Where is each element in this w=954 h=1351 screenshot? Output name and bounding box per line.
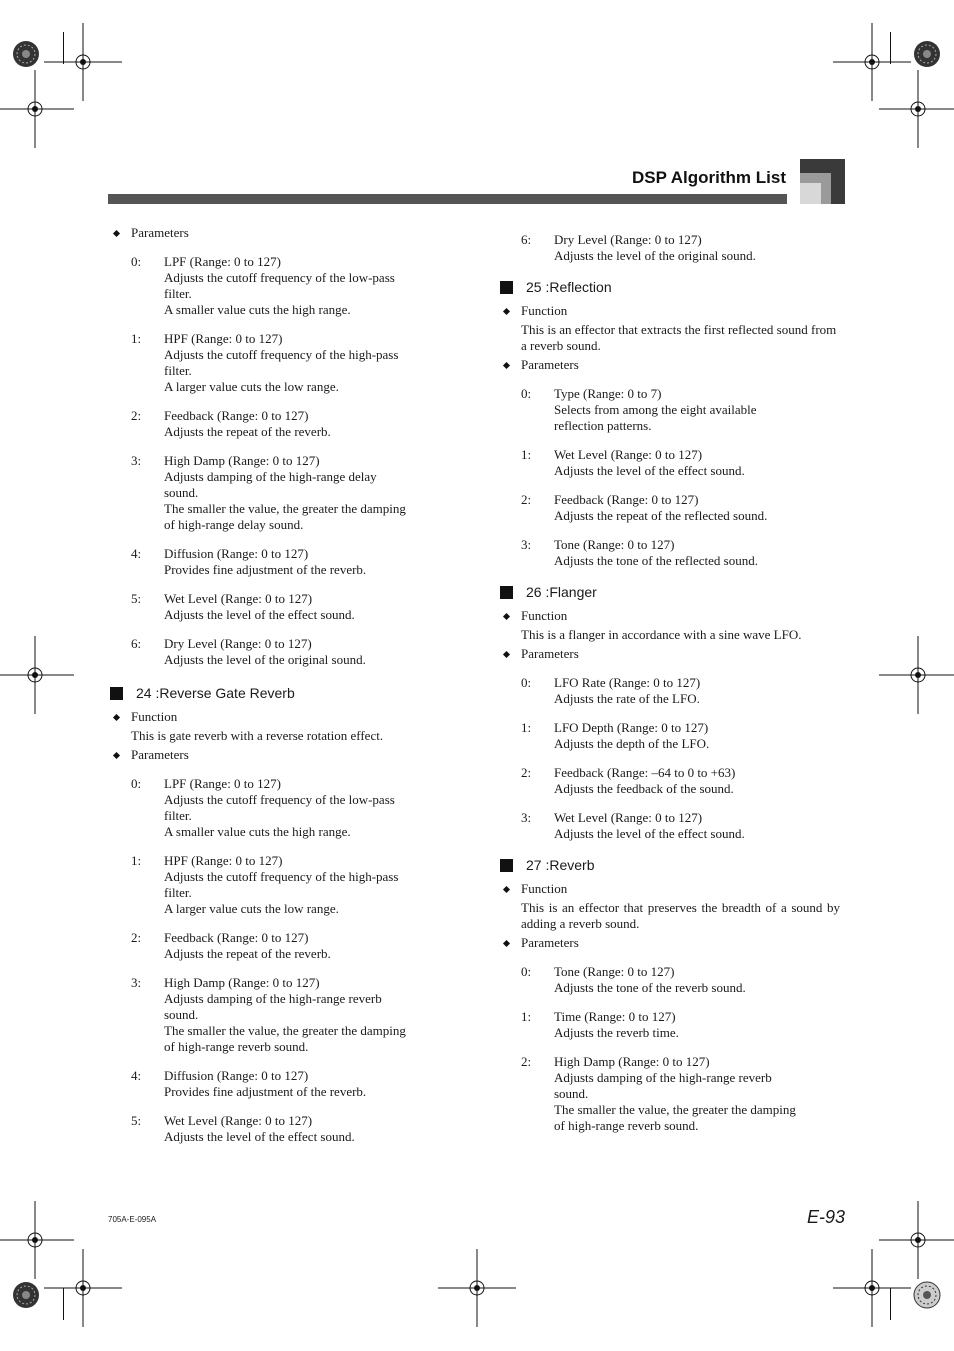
section-heading: 27 :Reverb <box>500 856 840 874</box>
param-item <box>110 776 450 840</box>
param-description-line: of high-range reverb sound. <box>164 1039 309 1054</box>
param-item <box>110 546 450 578</box>
param-name: Wet Level (Range: 0 to 127) <box>164 591 313 606</box>
param-text <box>164 776 434 840</box>
param-name: LPF (Range: 0 to 127) <box>164 776 281 791</box>
param-description-line: Adjusts the level of the effect sound. <box>554 826 745 841</box>
registration-rosette-icon <box>913 1281 941 1309</box>
param-number: 0: <box>521 675 532 690</box>
param-number: 2: <box>521 765 532 780</box>
function-description: This is an effector that extracts the first reflected sound from a reverb sound. <box>521 322 837 353</box>
param-description-line: Adjusts the tone of the reverb sound. <box>554 980 746 995</box>
param-list <box>110 776 450 1145</box>
param-name: LPF (Range: 0 to 127) <box>164 254 281 269</box>
param-list <box>110 254 450 668</box>
param-name: Wet Level (Range: 0 to 127) <box>554 810 703 825</box>
param-description-line: of high-range reverb sound. <box>554 1118 699 1133</box>
param-number: 1: <box>521 447 532 462</box>
param-description-line: Adjusts the repeat of the reverb. <box>164 424 331 439</box>
param-description-line: filter. <box>164 363 192 378</box>
param-item <box>500 765 840 797</box>
param-name: HPF (Range: 0 to 127) <box>164 331 283 346</box>
param-description-line: A smaller value cuts the high range. <box>164 824 351 839</box>
param-name: Dry Level (Range: 0 to 127) <box>164 636 312 651</box>
registration-crosshair-icon <box>879 636 954 714</box>
bullet-diamond-icon <box>503 361 510 368</box>
param-item <box>500 1009 840 1041</box>
param-description-line: The smaller the value, the greater the damping <box>554 1102 796 1117</box>
param-description-line: A smaller value cuts the high range. <box>164 302 351 317</box>
param-item <box>500 386 840 434</box>
param-name: Feedback (Range: 0 to 127) <box>164 930 309 945</box>
bullet-diamond-icon <box>503 939 510 946</box>
param-list <box>500 232 840 264</box>
section-heading: 26 :Flanger <box>500 583 840 601</box>
trim-line <box>63 1288 64 1320</box>
param-description-line: sound. <box>164 1007 199 1022</box>
parameters-bullet: Parameters <box>110 747 450 763</box>
param-description-line: The smaller the value, the greater the damping <box>164 501 406 516</box>
param-description-line: filter. <box>164 885 192 900</box>
param-item <box>110 254 450 318</box>
param-name: Tone (Range: 0 to 127) <box>554 964 675 979</box>
param-number: 2: <box>521 1054 532 1069</box>
function-description: This is an effector that preserves the breadth of a sound by adding a reverb sound. <box>521 900 840 931</box>
param-number: 1: <box>131 331 142 346</box>
param-item <box>110 853 450 917</box>
param-item <box>110 408 450 440</box>
param-item <box>110 331 450 395</box>
document-code: 705A-E-095A <box>108 1215 157 1224</box>
param-name: Diffusion (Range: 0 to 127) <box>164 546 309 561</box>
param-text <box>164 636 434 668</box>
parameters-bullet: Parameters <box>500 357 840 373</box>
param-name: Feedback (Range: 0 to 127) <box>554 492 699 507</box>
param-description-line: sound. <box>554 1086 589 1101</box>
page-number: E-93 <box>806 1207 845 1227</box>
param-text <box>554 964 824 996</box>
function-bullet: Function <box>110 709 450 725</box>
param-description-line: A larger value cuts the low range. <box>164 379 339 394</box>
param-number: 0: <box>131 776 142 791</box>
param-number: 6: <box>521 232 532 247</box>
param-text <box>554 447 824 479</box>
param-number: 0: <box>521 386 532 401</box>
param-text <box>164 453 434 533</box>
param-description-line: Adjusts the tone of the reflected sound. <box>554 553 758 568</box>
param-name: LFO Rate (Range: 0 to 127) <box>554 675 701 690</box>
param-number: 5: <box>131 591 142 606</box>
registration-crosshair-icon <box>833 1249 911 1327</box>
param-item <box>500 447 840 479</box>
param-description-line: Adjusts the level of the original sound. <box>164 652 366 667</box>
param-number: 1: <box>521 1009 532 1024</box>
registration-crosshair-icon <box>0 70 74 148</box>
param-number: 0: <box>521 964 532 979</box>
function-bullet: Function <box>500 303 840 319</box>
param-text <box>554 537 824 569</box>
param-description-line: The smaller the value, the greater the damping <box>164 1023 406 1038</box>
bullet-diamond-icon <box>113 229 120 236</box>
param-text <box>164 546 434 578</box>
param-list <box>500 964 840 1134</box>
param-name: HPF (Range: 0 to 127) <box>164 853 283 868</box>
param-description-line: Adjusts the cutoff frequency of the high-pass <box>164 869 399 884</box>
bullet-diamond-icon <box>503 612 510 619</box>
bullet-diamond-icon <box>503 307 510 314</box>
param-description-line: Adjusts the reverb time. <box>554 1025 679 1040</box>
param-item <box>110 1068 450 1100</box>
param-description-line: Selects from among the eight available <box>554 402 757 417</box>
section-square-icon <box>110 687 123 700</box>
param-number: 3: <box>521 537 532 552</box>
param-item <box>500 810 840 842</box>
bullet-diamond-icon <box>503 885 510 892</box>
param-number: 3: <box>131 453 142 468</box>
param-text <box>164 853 434 917</box>
param-number: 5: <box>131 1113 142 1128</box>
param-description-line: Adjusts damping of the high-range reverb <box>164 991 382 1006</box>
param-text <box>164 591 434 623</box>
param-name: Tone (Range: 0 to 127) <box>554 537 675 552</box>
param-number: 1: <box>131 853 142 868</box>
param-name: High Damp (Range: 0 to 127) <box>164 453 320 468</box>
param-description-line: Adjusts the depth of the LFO. <box>554 736 710 751</box>
param-description-line: Adjusts damping of the high-range delay <box>164 469 377 484</box>
registration-rosette-icon <box>913 40 941 68</box>
section-square-icon <box>500 859 513 872</box>
param-text <box>164 331 434 395</box>
param-number: 3: <box>521 810 532 825</box>
param-description-line: Provides fine adjustment of the reverb. <box>164 562 367 577</box>
param-description-line: Adjusts the cutoff frequency of the low-pass <box>164 270 395 285</box>
param-description-line: Adjusts the repeat of the reverb. <box>164 946 331 961</box>
param-text <box>164 254 434 318</box>
param-description-line: A larger value cuts the low range. <box>164 901 339 916</box>
param-item <box>500 675 840 707</box>
section-heading: 24 :Reverse Gate Reverb <box>110 684 450 702</box>
param-number: 3: <box>131 975 142 990</box>
param-name: Diffusion (Range: 0 to 127) <box>164 1068 309 1083</box>
param-number: 4: <box>131 1068 142 1083</box>
section-square-icon <box>500 281 513 294</box>
param-number: 4: <box>131 546 142 561</box>
parameters-bullet: Parameters <box>500 935 840 951</box>
registration-crosshair-icon <box>879 70 954 148</box>
param-description-line: Adjusts damping of the high-range reverb <box>554 1070 772 1085</box>
param-item <box>110 636 450 668</box>
param-description-line: filter. <box>164 286 192 301</box>
param-number: 2: <box>521 492 532 507</box>
param-text <box>164 975 434 1055</box>
param-description-line: reflection patterns. <box>554 418 652 433</box>
param-name: Type (Range: 0 to 7) <box>554 386 662 401</box>
param-name: Time (Range: 0 to 127) <box>554 1009 676 1024</box>
left-column <box>110 222 450 1158</box>
param-number: 2: <box>131 408 142 423</box>
param-name: Dry Level (Range: 0 to 127) <box>554 232 702 247</box>
param-description-line: Adjusts the level of the effect sound. <box>164 1129 355 1144</box>
registration-crosshair-icon <box>438 1249 516 1327</box>
section-square-icon <box>500 586 513 599</box>
bullet-diamond-icon <box>113 713 120 720</box>
param-item <box>500 964 840 996</box>
registration-rosette-icon <box>12 1281 40 1309</box>
header-rule <box>108 194 787 204</box>
param-item <box>110 1113 450 1145</box>
param-number: 0: <box>131 254 142 269</box>
param-item <box>110 930 450 962</box>
registration-crosshair-icon <box>44 1249 122 1327</box>
param-name: High Damp (Range: 0 to 127) <box>164 975 320 990</box>
param-item <box>500 537 840 569</box>
param-text <box>164 930 434 962</box>
registration-crosshair-icon <box>0 636 74 714</box>
trim-line <box>890 32 891 64</box>
param-item <box>500 492 840 524</box>
param-list <box>500 675 840 842</box>
param-text <box>554 386 824 434</box>
bullet-diamond-icon <box>503 650 510 657</box>
param-item <box>500 232 840 264</box>
param-item <box>500 1054 840 1134</box>
trim-line <box>63 32 64 64</box>
param-name: High Damp (Range: 0 to 127) <box>554 1054 710 1069</box>
param-text <box>554 765 824 797</box>
param-text <box>554 810 824 842</box>
param-text <box>164 1068 434 1100</box>
function-bullet: Function <box>500 608 840 624</box>
param-item <box>110 453 450 533</box>
param-text <box>554 1009 824 1041</box>
param-description-line: of high-range delay sound. <box>164 517 304 532</box>
param-number: 2: <box>131 930 142 945</box>
param-item <box>110 975 450 1055</box>
param-list <box>500 386 840 569</box>
param-description-line: Adjusts the cutoff frequency of the low-pass <box>164 792 395 807</box>
param-text <box>554 492 824 524</box>
param-description-line: sound. <box>164 485 199 500</box>
parameters-bullet: Parameters <box>500 646 840 662</box>
parameters-bullet: Parameters <box>110 225 450 241</box>
param-name: Feedback (Range: 0 to 127) <box>164 408 309 423</box>
param-description-line: Adjusts the rate of the LFO. <box>554 691 700 706</box>
param-text <box>164 1113 434 1145</box>
param-description-line: Adjusts the level of the original sound. <box>554 248 756 263</box>
param-description-line: Provides fine adjustment of the reverb. <box>164 1084 367 1099</box>
trim-line <box>890 1288 891 1320</box>
param-name: Wet Level (Range: 0 to 127) <box>554 447 703 462</box>
section-tab-marker <box>800 159 845 204</box>
function-description: This is a flanger in accordance with a sine wave LFO. <box>521 627 802 642</box>
param-number: 1: <box>521 720 532 735</box>
param-text <box>554 720 824 752</box>
param-description-line: Adjusts the level of the effect sound. <box>164 607 355 622</box>
page-title: DSP Algorithm List <box>632 168 786 187</box>
param-item <box>110 591 450 623</box>
param-name: Wet Level (Range: 0 to 127) <box>164 1113 313 1128</box>
function-description: This is gate reverb with a reverse rotation effect. <box>131 728 384 743</box>
section-heading: 25 :Reflection <box>500 278 840 296</box>
param-text <box>164 408 434 440</box>
registration-rosette-icon <box>12 40 40 68</box>
param-description-line: Adjusts the repeat of the reflected sound. <box>554 508 768 523</box>
bullet-diamond-icon <box>113 751 120 758</box>
param-text <box>554 1054 824 1134</box>
right-column <box>500 232 840 1147</box>
param-text <box>554 675 824 707</box>
param-description-line: Adjusts the feedback of the sound. <box>554 781 734 796</box>
param-description-line: filter. <box>164 808 192 823</box>
param-name: LFO Depth (Range: 0 to 127) <box>554 720 709 735</box>
param-number: 6: <box>131 636 142 651</box>
param-name: Feedback (Range: –64 to 0 to +63) <box>554 765 736 780</box>
param-description-line: Adjusts the cutoff frequency of the high-pass <box>164 347 399 362</box>
param-description-line: Adjusts the level of the effect sound. <box>554 463 745 478</box>
function-bullet: Function <box>500 881 840 897</box>
param-item <box>500 720 840 752</box>
param-text <box>554 232 824 264</box>
